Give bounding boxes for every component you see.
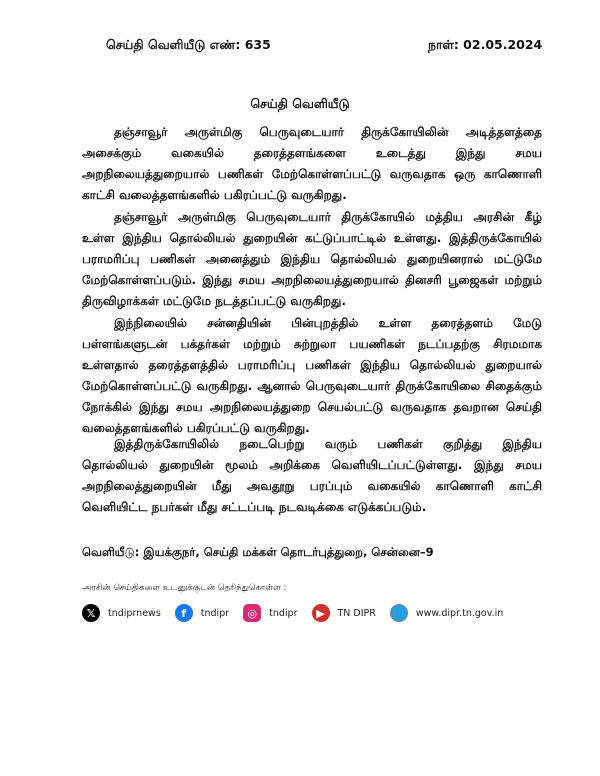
paragraph-4 [82, 434, 542, 518]
paragraph-line: உள்ள இந்திய தொல்லியல் துறையின் கட்டுப்பாட்டில் உள்ளது. இத்திருக்கோயில் [82, 231, 542, 245]
facebook-icon: f [175, 604, 193, 622]
paragraph-line: வலைத்தளங்களில் பகிரப்பட்டு வருகிறது. [82, 421, 310, 435]
paragraph-1 [82, 122, 542, 206]
social-label: tndipr [200, 607, 230, 619]
social-label: www.dipr.tn.gov.in [415, 607, 504, 619]
social-link-instagram[interactable] [243, 604, 297, 622]
paragraph-line: பள்ளங்களுடன் பக்தர்கள் மற்றும் சுற்றுலா பயணிகள் நடப்பதற்கு சிரமமாக [82, 337, 542, 351]
paragraph-line: மேற்கொள்ளப்படும். இந்து சமய அறநிலையத்துறையால் தினசரி பூஜைகள் மற்றும் [82, 273, 542, 287]
follow-text: அரசின் செய்திகளை உடனுக்குடன் தெரிந்துகொள்ள : [82, 583, 287, 593]
release-number: செய்தி வெளியீடு எண்: 635 [106, 37, 271, 52]
instagram-icon: ◎ [243, 604, 261, 622]
social-links [82, 604, 517, 622]
paragraph-3 [82, 313, 542, 439]
release-date: நாள்: 02.05.2024 [428, 37, 543, 52]
social-label: TN DIPR [337, 607, 376, 619]
youtube-icon: ▶ [312, 604, 330, 622]
page-title: செய்தி வெளியீடு [250, 96, 350, 111]
paragraph-line: தஞ்சாவூர் அருள்மிகு பெருவுடையார் திருக்கோயிலின் அடித்தளத்தை [114, 125, 542, 139]
paragraph-line: தொல்லியல் துறையின் மூலம் அறிக்கை வெளியிடப்பட்டுள்ளது. இந்து சமய [82, 458, 542, 472]
social-link-facebook[interactable] [175, 604, 229, 622]
paragraph-line: இந்நிலையில் சன்னதியின் பின்புறத்தில் உள்ள தரைத்தளம் மேடு [114, 316, 542, 330]
paragraph-line: காட்சி வலைத்தளங்களில் பகிரப்பட்டு வருகிறது. [82, 188, 347, 202]
paragraph-line: நோக்கில் இந்து சமய அறநிலையத்துறை செயல்பட்டு வருவதாக தவறான செய்தி [82, 400, 542, 414]
paragraph-line: பராமரிப்பு பணிகள் அனைத்தும் இந்திய தொல்லியல் துறையினரால் மட்டுமே [82, 252, 542, 266]
social-link-youtube[interactable] [312, 604, 376, 622]
paragraph-line: அறநிலைத்துறையின் மீது அவதூறு பரப்பும் வகையில் காணொளி காட்சி [82, 479, 542, 493]
paragraph-line: திருவிழாக்கள் மட்டுமே நடத்தப்பட்டு வருகிறது. [82, 294, 346, 308]
issued-by: வெளியீடு: இயக்குநர், செய்தி மக்கள் தொடர்புத்துறை, சென்னை–9 [82, 545, 434, 559]
x-icon: 𝕏 [82, 604, 100, 622]
social-link-globe[interactable] [390, 604, 503, 622]
paragraph-line: அசைக்கும் வகையில் தரைத்தளங்களை உடைத்து இந்து சமய [82, 146, 542, 160]
paragraph-line: இத்திருக்கோயிலில் நடைபெற்று வரும் பணிகள் குறித்து இந்திய [114, 437, 542, 451]
social-label: tndiprnews [108, 607, 161, 619]
paragraph-line: உள்ளதால் தரைத்தளத்தில் பராமரிப்பு பணிகள் இந்திய தொல்லியல் துறையால் [82, 358, 542, 372]
paragraph-line: வெளியிட்ட நபர்கள் மீது சட்டப்படி நடவடிக்கை எடுக்கப்படும். [82, 500, 427, 514]
paragraph-line: அறநிலையத்துறையால் பணிகள் மேற்கொள்ளப்பட்டு வருவதாக ஒரு காணொளி [82, 167, 542, 181]
paragraph-line: மேற்கொள்ளப்பட்டு வருகிறது. ஆனால் பெருவுடையார் திருக்கோயிலை சிதைக்கும் [82, 379, 542, 393]
globe-icon: 🌐 [390, 604, 408, 622]
paragraph-2 [82, 207, 542, 312]
social-link-x[interactable] [82, 604, 161, 622]
paragraph-line: தஞ்சாவூர் அருள்மிகு பெருவுடையார் திருக்கோயில் மத்திய அரசின் கீழ் [114, 210, 542, 224]
social-label: tndipr [269, 607, 298, 619]
